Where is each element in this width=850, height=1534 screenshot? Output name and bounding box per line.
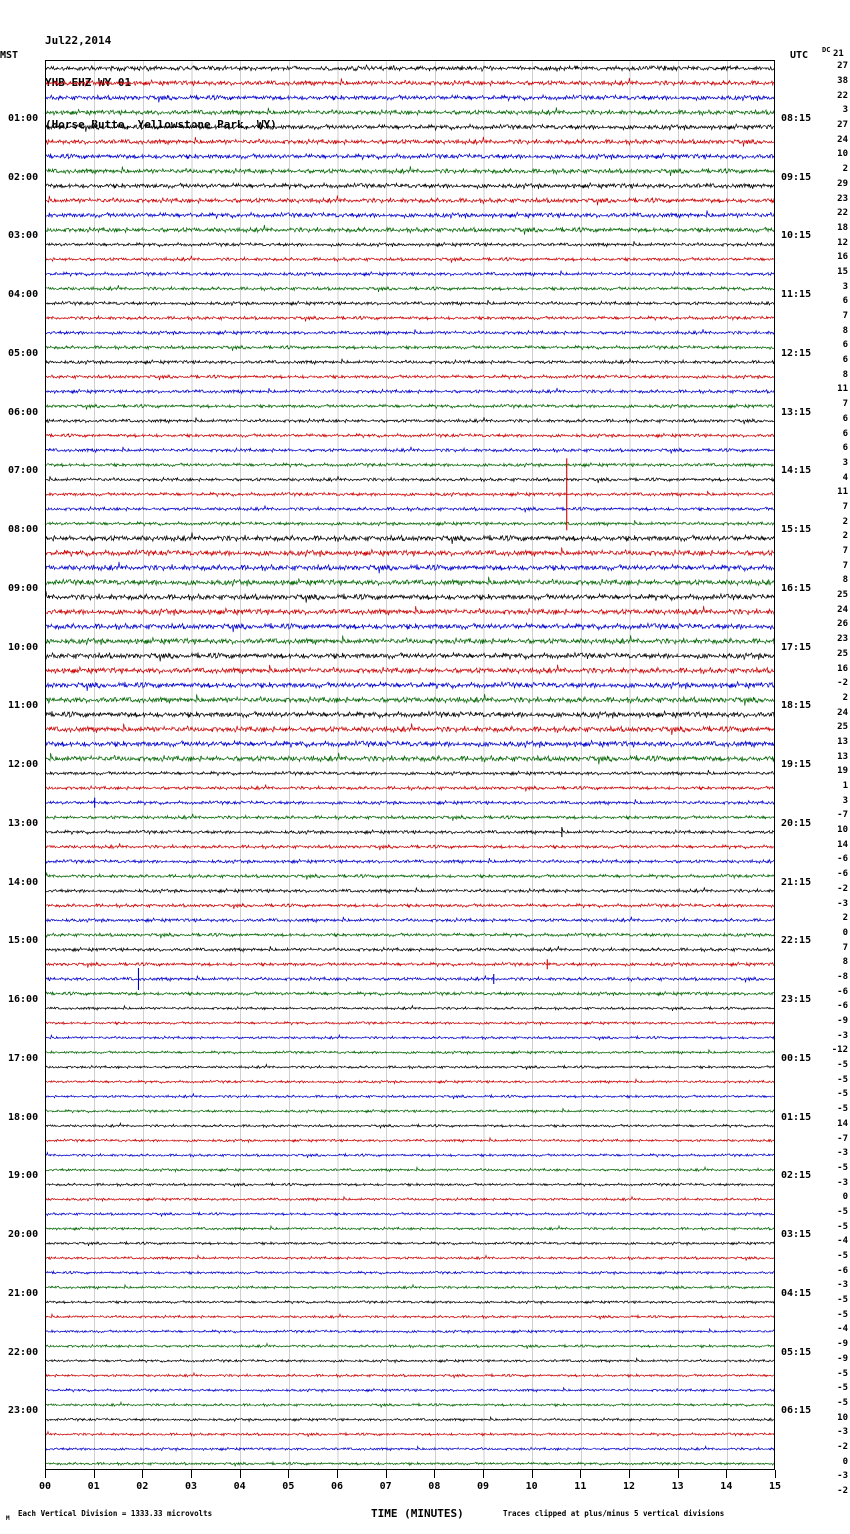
trace-line	[46, 1064, 775, 1069]
dc-value: 26	[837, 619, 848, 630]
x-axis-tick-label: 10	[525, 1481, 538, 1492]
utc-label: 14:15	[781, 465, 812, 477]
trace-line	[46, 917, 775, 923]
dc-value: 0	[842, 1192, 848, 1203]
trace-line	[46, 491, 775, 497]
trace-line	[46, 404, 775, 410]
hour-label: 19:00	[8, 1170, 39, 1182]
trace-line	[46, 300, 775, 306]
trace-line	[46, 166, 775, 176]
trace-line	[46, 1358, 775, 1362]
x-axis-tick-label: 08	[428, 1481, 441, 1492]
dc-value: -3	[837, 1148, 848, 1159]
x-axis-tick-label: 03	[184, 1481, 198, 1492]
trace-line	[46, 682, 775, 691]
dc-value: -9	[837, 1016, 848, 1027]
hour-label: 13:00	[8, 817, 39, 829]
dc-value: 38	[837, 76, 848, 87]
trace-line	[46, 532, 775, 544]
dc-value: -4	[837, 1236, 848, 1247]
trace-line	[46, 359, 775, 365]
utc-label: 19:15	[781, 759, 812, 770]
trace-line	[46, 1197, 775, 1201]
dc-value: 14	[837, 839, 848, 850]
dc-value: 3	[842, 795, 848, 806]
dc-value: 14	[837, 1118, 848, 1129]
trace-line	[46, 375, 775, 380]
trace-line	[46, 665, 775, 674]
x-axis-tick-labels	[0, 1481, 850, 1495]
dc-value: -5	[837, 1309, 848, 1320]
x-axis-tick	[726, 1470, 727, 1478]
x-axis-ticks	[45, 1470, 775, 1480]
trace-line	[46, 1417, 775, 1421]
trace-line	[46, 1388, 775, 1392]
trace-line	[46, 107, 775, 115]
dc-value: 2	[842, 913, 848, 924]
dc-value: 12	[837, 237, 848, 248]
hour-label: 16:00	[8, 994, 39, 1005]
dc-value: 7	[842, 501, 848, 512]
dc-value: -9	[837, 1353, 848, 1364]
utc-label: 23:15	[781, 994, 812, 1005]
x-axis-label: TIME (MINUTES)	[371, 1507, 464, 1520]
dc-value: -3	[837, 1427, 848, 1438]
dc-value: -5	[837, 1060, 848, 1071]
trace-line	[46, 577, 775, 587]
x-axis-tick-label: 14	[720, 1481, 733, 1492]
x-axis-tick-label: 05	[282, 1481, 295, 1492]
x-axis-tick	[775, 1470, 776, 1478]
dc-value: 0	[842, 927, 848, 938]
hour-label: 17:00	[8, 1052, 39, 1064]
dc-value: 2	[842, 531, 848, 542]
trace-line	[46, 345, 775, 350]
dc-value: -9	[837, 1339, 848, 1350]
x-axis-tick-label: 07	[379, 1481, 392, 1492]
x-axis-tick-label: 13	[671, 1481, 684, 1492]
trace-line	[46, 225, 775, 235]
hour-label: 02:00	[8, 171, 39, 183]
dc-value: -5	[837, 1383, 848, 1394]
hour-label: 01:00	[8, 112, 39, 124]
x-axis-tick-label: 00	[38, 1481, 52, 1492]
utc-label: 12:15	[781, 347, 812, 359]
dc-value: -3	[837, 1030, 848, 1041]
dc-value: -5	[837, 1251, 848, 1262]
dc-value: -5	[837, 1162, 848, 1173]
trace-line	[46, 635, 775, 645]
x-axis-tick-label: 06	[330, 1481, 344, 1492]
trace-line	[46, 562, 775, 574]
right-timezone-label: UTC	[790, 50, 809, 61]
dc-value: -5	[837, 1295, 848, 1306]
dc-value: 2	[842, 164, 848, 175]
dc-column-header: DC	[822, 46, 831, 54]
utc-label: 20:15	[781, 817, 812, 829]
dc-value: 1	[842, 781, 848, 792]
trace-line	[46, 1021, 775, 1024]
trace-line	[46, 476, 775, 483]
trace-line	[46, 1050, 775, 1054]
dc-value: 7	[842, 560, 848, 571]
trace-line	[46, 1035, 775, 1040]
trace-line	[46, 65, 775, 72]
trace-line	[46, 740, 775, 747]
hour-label: 04:00	[8, 289, 39, 300]
seismogram-traces	[46, 61, 775, 1470]
dc-value: 24	[837, 707, 848, 718]
dc-value: -6	[837, 869, 848, 880]
dc-value: 27	[837, 120, 848, 131]
x-axis-tick-label: 04	[233, 1481, 246, 1492]
dc-value: 10	[837, 825, 848, 836]
x-axis-tick-label: 09	[476, 1481, 490, 1492]
trace-line	[46, 606, 775, 616]
dc-value: 13	[837, 736, 848, 747]
dc-value: 2	[842, 516, 848, 527]
trace-line	[46, 95, 775, 103]
trace-line	[46, 1138, 775, 1142]
trace-line	[46, 1343, 775, 1348]
trace-line	[46, 210, 775, 218]
trace-line	[46, 1109, 775, 1113]
dc-value: 0	[842, 1456, 848, 1467]
dc-value: -5	[837, 1221, 848, 1232]
x-axis-tick	[94, 1470, 95, 1478]
footer-tiny-note: M	[6, 1515, 10, 1522]
dc-value: -3	[837, 1177, 848, 1188]
trace-line	[46, 753, 775, 765]
dc-value: 11	[837, 487, 848, 498]
x-axis-tick	[191, 1470, 192, 1478]
trace-line	[46, 1094, 775, 1099]
dc-value: 6	[842, 413, 848, 424]
trace-line	[46, 256, 775, 263]
dc-value: -5	[837, 1074, 848, 1085]
trace-line	[46, 829, 775, 835]
trace-line	[46, 1271, 775, 1274]
trace-line	[46, 1329, 775, 1333]
hour-label: 03:00	[8, 230, 39, 242]
trace-line	[46, 1226, 775, 1230]
trace-line	[46, 1153, 775, 1158]
hour-label: 09:00	[8, 582, 39, 594]
x-axis-tick-label: 15	[768, 1481, 782, 1492]
trace-line	[46, 1432, 775, 1437]
x-axis-tick	[483, 1470, 484, 1478]
hour-label: 23:00	[8, 1405, 39, 1417]
x-axis-tick	[386, 1470, 387, 1478]
dc-value: 24	[837, 604, 848, 615]
trace-line	[46, 946, 775, 952]
utc-label: 17:15	[781, 641, 812, 653]
utc-label: 08:15	[781, 112, 812, 124]
trace-line	[46, 992, 775, 996]
x-axis-tick	[288, 1470, 289, 1478]
trace-line	[46, 694, 775, 706]
trace-line	[46, 933, 775, 938]
dc-value: -6	[837, 1001, 848, 1012]
trace-line	[46, 124, 775, 132]
x-axis-tick	[629, 1470, 630, 1478]
x-axis-tick	[240, 1470, 241, 1478]
dc-value: 6	[842, 443, 848, 454]
dc-value: -7	[837, 810, 848, 821]
dc-value: -5	[837, 1089, 848, 1100]
dc-value: -2	[837, 1441, 848, 1452]
trace-line	[46, 1123, 775, 1128]
utc-label: 15:15	[781, 524, 812, 535]
x-axis-tick-label: 12	[622, 1481, 636, 1492]
dc-value: -3	[837, 1471, 848, 1482]
trace-line	[46, 975, 775, 982]
dc-value: 16	[837, 663, 848, 674]
dc-value: -6	[837, 986, 848, 997]
footer-clip-note: Traces clipped at plus/minus 5 vertical divisions	[503, 1509, 725, 1518]
trace-line	[46, 329, 775, 335]
utc-label: 16:15	[781, 582, 812, 594]
x-axis-tick	[337, 1470, 338, 1478]
utc-label: 11:15	[781, 289, 812, 300]
dc-value: 8	[842, 575, 848, 586]
x-axis-tick	[532, 1470, 533, 1478]
trace-line	[46, 388, 775, 394]
dc-value: 7	[842, 942, 848, 953]
trace-line	[46, 1462, 775, 1466]
trace-line	[46, 463, 775, 467]
hour-label: 11:00	[8, 700, 39, 712]
dc-value: 23	[837, 634, 848, 645]
dc-value: 3	[842, 281, 848, 292]
dc-value: 15	[837, 266, 848, 277]
utc-label: 09:15	[781, 171, 812, 183]
trace-line	[46, 873, 775, 880]
dc-value: -8	[837, 971, 848, 982]
dc-value: 22	[837, 208, 848, 219]
trace-line	[46, 505, 775, 512]
trace-line	[46, 241, 775, 247]
x-axis-tick-label: 11	[574, 1481, 587, 1492]
trace-line	[46, 623, 775, 632]
utc-label: 06:15	[781, 1405, 812, 1417]
dc-value: -12	[831, 1045, 848, 1056]
trace-line	[46, 652, 775, 661]
dc-value: -2	[837, 883, 848, 894]
trace-line	[46, 520, 775, 526]
trace-line	[46, 447, 775, 454]
dc-value: 23	[837, 193, 848, 204]
dc-value: 8	[842, 325, 848, 336]
trace-line	[46, 591, 775, 603]
trace-line	[46, 799, 775, 805]
dc-value: 10	[837, 1412, 848, 1423]
trace-line	[46, 433, 775, 437]
utc-label: 01:15	[781, 1111, 812, 1123]
x-axis-tick	[142, 1470, 143, 1478]
utc-label: 04:15	[781, 1287, 812, 1299]
trace-line	[46, 962, 775, 968]
dc-value: 10	[837, 149, 848, 160]
hour-label: 07:00	[8, 465, 39, 477]
x-axis-tick-label: 02	[136, 1481, 149, 1492]
utc-label: 21:15	[781, 876, 812, 888]
header-station: YHB EHZ WY 01	[45, 76, 132, 89]
x-axis-tick-label: 01	[87, 1481, 100, 1492]
hour-label: 18:00	[8, 1111, 39, 1123]
hour-label: 10:00	[8, 641, 39, 653]
x-axis-tick	[678, 1470, 679, 1478]
dc-value: 7	[842, 546, 848, 557]
trace-line	[46, 1006, 775, 1011]
dc-value: -5	[837, 1368, 848, 1379]
trace-line	[46, 723, 775, 735]
utc-label: 05:15	[781, 1346, 812, 1358]
dc-value: -5	[837, 1104, 848, 1115]
hour-label: 08:00	[8, 524, 39, 535]
left-timezone-label: MST	[0, 50, 19, 61]
trace-line	[46, 903, 775, 908]
hour-label: 22:00	[8, 1346, 39, 1358]
hour-label: 21:00	[8, 1287, 39, 1299]
dc-value: 11	[837, 384, 848, 395]
trace-line	[46, 316, 775, 321]
dc-value: -6	[837, 854, 848, 865]
dc-value: 29	[837, 178, 848, 189]
dc-value: 25	[837, 722, 848, 733]
trace-line	[46, 78, 775, 86]
utc-label: 13:15	[781, 406, 812, 418]
dc-value: 7	[842, 311, 848, 322]
trace-line	[46, 1285, 775, 1290]
dc-value: -5	[837, 1206, 848, 1217]
trace-line	[46, 843, 775, 850]
trace-line	[46, 1255, 775, 1260]
dc-value: -4	[837, 1324, 848, 1335]
dc-value: 6	[842, 355, 848, 366]
dc-value: 3	[842, 457, 848, 468]
trace-line	[46, 137, 775, 147]
dc-value: -3	[837, 898, 848, 909]
hour-label: 20:00	[8, 1229, 39, 1240]
dc-value: 16	[837, 252, 848, 263]
dc-value: -5	[837, 1397, 848, 1408]
footer-scale-note: Each Vertical Division = 1333.33 microvolts	[18, 1509, 213, 1518]
utc-label: 22:15	[781, 935, 812, 947]
trace-line	[46, 417, 775, 424]
trace-line	[46, 887, 775, 893]
utc-label: 02:15	[781, 1170, 812, 1182]
dc-value: 2	[842, 692, 848, 703]
dc-value: -2	[837, 1486, 848, 1497]
trace-line	[46, 271, 775, 277]
trace-line	[46, 1212, 775, 1216]
utc-label: 10:15	[781, 230, 812, 242]
dc-value: 18	[837, 222, 848, 233]
trace-line	[46, 1183, 775, 1187]
hour-label: 06:00	[8, 406, 39, 418]
dc-value: 25	[837, 590, 848, 601]
trace-line	[46, 1314, 775, 1319]
hour-label: 05:00	[8, 347, 39, 359]
trace-line	[46, 1167, 775, 1171]
dc-value: 6	[842, 296, 848, 307]
dc-value: 8	[842, 369, 848, 380]
trace-line	[46, 1402, 775, 1407]
dc-value: 22	[837, 90, 848, 101]
dc-value: 3	[842, 105, 848, 116]
x-axis-tick	[434, 1470, 435, 1478]
dc-value: -7	[837, 1133, 848, 1144]
dc-value: 13	[837, 751, 848, 762]
trace-line	[46, 1079, 775, 1083]
dc-value: -3	[837, 1280, 848, 1291]
trace-line	[46, 858, 775, 864]
x-axis-tick	[45, 1470, 46, 1478]
chart-footer	[0, 1504, 850, 1530]
dc-value: 27	[837, 61, 848, 72]
dc-value: 25	[837, 648, 848, 659]
header-date: Jul22,2014	[45, 34, 112, 47]
seismogram-plot	[45, 60, 775, 1470]
trace-line	[46, 1373, 775, 1378]
dc-value: -2	[837, 678, 848, 689]
utc-label: 18:15	[781, 700, 812, 712]
trace-line	[46, 814, 775, 821]
dc-value: 24	[837, 134, 848, 145]
hour-label: 15:00	[8, 935, 39, 947]
trace-line	[46, 785, 775, 792]
trace-line	[46, 1300, 775, 1303]
trace-line	[46, 711, 775, 718]
trace-line	[46, 1446, 775, 1450]
trace-line	[46, 770, 775, 776]
dc-column-header-value: 21	[833, 49, 844, 59]
trace-line	[46, 1242, 775, 1246]
dc-value: 4	[842, 472, 848, 483]
dc-value: 6	[842, 428, 848, 439]
trace-line	[46, 547, 775, 557]
hour-label: 12:00	[8, 759, 39, 770]
x-axis-tick	[580, 1470, 581, 1478]
dc-value: 7	[842, 399, 848, 410]
trace-line	[46, 196, 775, 206]
dc-value: 8	[842, 957, 848, 968]
dc-value: -6	[837, 1265, 848, 1276]
trace-line	[46, 154, 775, 160]
utc-label: 00:15	[781, 1052, 812, 1064]
dc-value: 19	[837, 766, 848, 777]
hour-label: 14:00	[8, 876, 39, 888]
dc-value: 6	[842, 340, 848, 351]
trace-line	[46, 285, 775, 292]
header-location: (Horse Butte, Yellowstone Park, WY)	[45, 118, 277, 131]
trace-line	[46, 183, 775, 189]
utc-label: 03:15	[781, 1229, 812, 1240]
